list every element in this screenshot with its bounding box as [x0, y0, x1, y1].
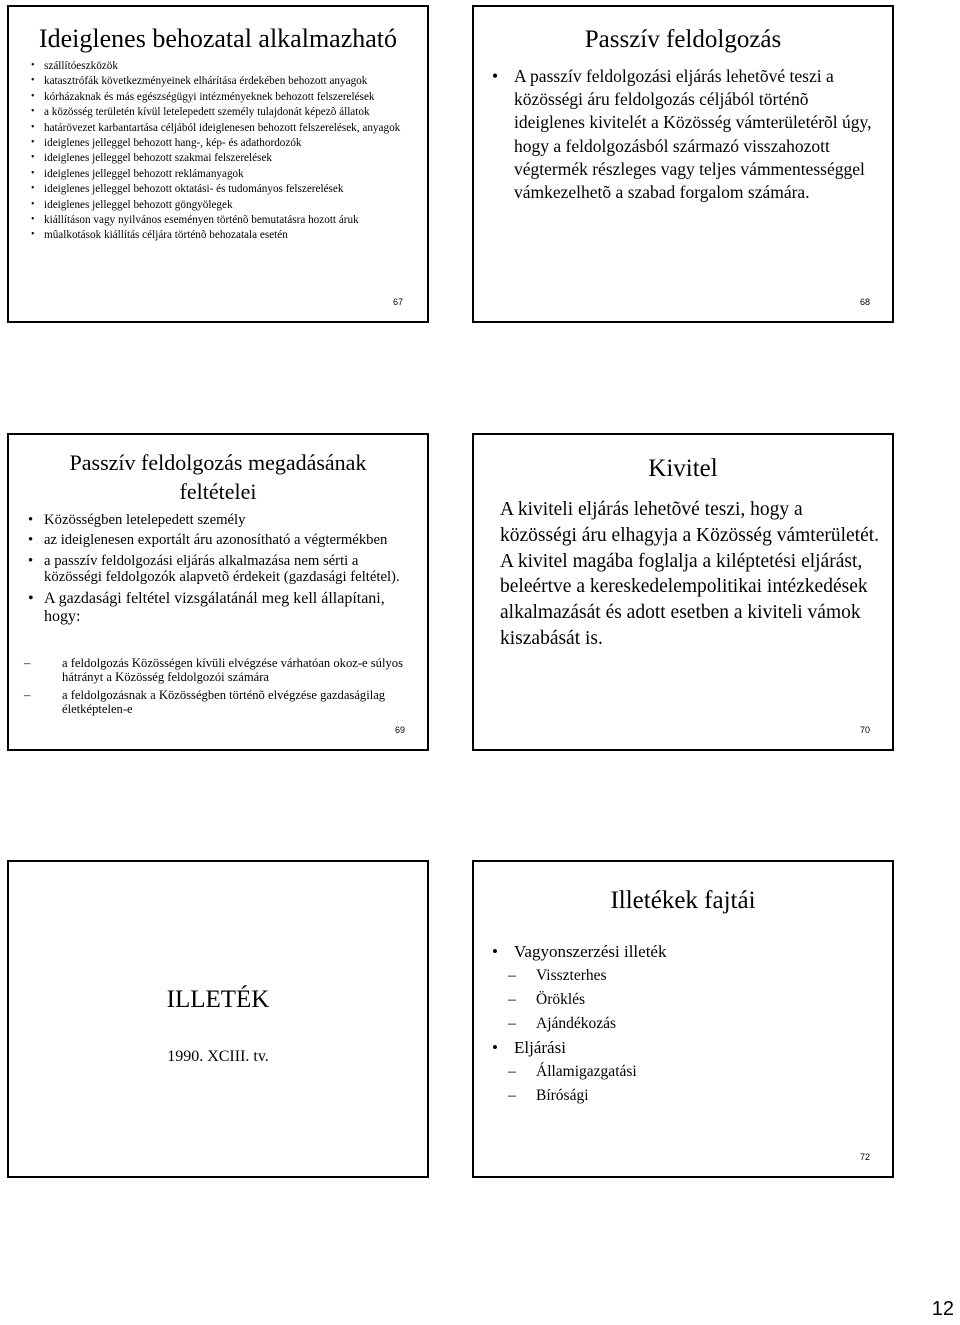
- bullet-list: [514, 940, 666, 1108]
- list-item: • az ideiglenesen exportált áru azonosítható a végtermékben: [44, 532, 416, 548]
- slide-number: 72: [859, 1152, 870, 1162]
- sub-list: [62, 656, 417, 720]
- slide-title: Illetékek fajtái: [610, 887, 756, 914]
- sub-list-item: – Államigazgatási: [534, 1060, 666, 1084]
- list-item: • mûalkotások kiállítás céljára történõ behozatala esetén: [44, 229, 412, 242]
- slide-title: Passzív feldolgozás: [584, 26, 782, 53]
- bullet-list: [44, 60, 412, 245]
- body-text: • A passzív feldolgozási eljárás lehetõvé teszi a közösségi áru feldolgozás céljából történõ ideiglenes kivitelét a Közösség vámterületérõl úgy, hogy a feldolgozásból származó visszahozott végtermék részleges vagy teljes vámmentességgel vámkezelhetõ a szabad forgalom számára.: [514, 65, 874, 204]
- sub-list-item: – a feldolgozás Közösségen kívüli elvégzése várhatóan okoz-e súlyos hátrányt a Közösség feldolgozói számára: [62, 656, 417, 685]
- slide-title: Kivitel: [648, 455, 718, 482]
- slide-title: ILLETÉK: [166, 986, 270, 1013]
- slide-number: 68: [859, 297, 870, 307]
- slide-69: [7, 433, 429, 751]
- slide-body: [514, 65, 874, 204]
- list-item-label: Vagyonszerzési illeték: [514, 942, 667, 961]
- sub-list-item: – Öröklés: [534, 988, 666, 1012]
- list-item: • ideiglenes jelleggel behozott göngyölegek: [44, 199, 412, 212]
- list-item: • katasztrófák következményeinek elhárítása érdekében behozott anyagok: [44, 75, 412, 88]
- list-item: • kórházaknak és más egészségügyi intézményeknek behozott felszerelések: [44, 91, 412, 104]
- list-item: • ideiglenes jelleggel behozott oktatási- és tudományos felszerelések: [44, 183, 412, 196]
- bullet-list: [44, 512, 416, 630]
- slide-subtitle: 1990. XCIII. tv.: [167, 1048, 269, 1065]
- sub-list-item: – Bírósági: [534, 1084, 666, 1108]
- slide-title: Ideiglenes behozatal alkalmazható: [38, 24, 398, 53]
- slide-68: [472, 5, 894, 323]
- list-item: • határövezet karbantartása céljából ideiglenesen behozott felszerelések, anyagok: [44, 122, 412, 135]
- slide-71: [7, 860, 429, 1178]
- list-item-label: Eljárási: [514, 1038, 566, 1057]
- list-item: [514, 940, 666, 1036]
- slide-72: [472, 860, 894, 1178]
- list-item: • ideiglenes jelleggel behozott reklámanyagok: [44, 168, 412, 181]
- sub-list: [534, 964, 666, 1036]
- list-item: [514, 1036, 666, 1108]
- slide-number: 69: [394, 725, 405, 735]
- sub-list-item: – a feldolgozásnak a Közösségben történõ elvégzése gazdaságilag életképtelen-e: [62, 688, 417, 717]
- sub-list-item: – Visszterhes: [534, 964, 666, 988]
- title-line: feltételei: [179, 479, 257, 504]
- list-item: • a passzív feldolgozási eljárás alkalmazása nem sérti a közösségi feldolgozók alapvetõ érdekeit (gazdasági feltétel).: [44, 553, 416, 586]
- page-number: 12: [931, 1298, 954, 1320]
- list-item: • ideiglenes jelleggel behozott szakmai felszerelések: [44, 152, 412, 165]
- title-line: Passzív feldolgozás megadásának: [69, 450, 367, 475]
- slide-67: [7, 5, 429, 323]
- list-item: • a közösség területén kívül letelepedett személy tulajdonát képezõ állatok: [44, 106, 412, 119]
- body-text: A kiviteli eljárás lehetõvé teszi, hogy a közösségi áru elhagyja a Közösség vámterületét. A kivitel magába foglalja a kiléptetési eljárást, beleértve a kereskedelempolitikai intézkedések alkalmazását és adott esetben a kiviteli vámok kiszabását is.: [500, 499, 880, 649]
- list-item: • kiállításon vagy nyilvános eseményen történõ bemutatásra hozott áruk: [44, 214, 412, 227]
- slide-title: [9, 448, 427, 506]
- sub-list-item: – Ajándékozás: [534, 1012, 666, 1036]
- list-item: • A gazdasági feltétel vizsgálatánál meg kell állapítani, hogy:: [44, 590, 416, 626]
- list-item: • szállítóeszközök: [44, 60, 412, 73]
- slide-number: 67: [392, 297, 403, 307]
- slide-number: 70: [859, 725, 870, 735]
- list-item: • ideiglenes jelleggel behozott hang-, kép- és adathordozók: [44, 137, 412, 150]
- sub-list: [534, 1060, 666, 1108]
- list-item: • Közösségben letelepedett személy: [44, 512, 416, 528]
- slide-70: [472, 433, 894, 751]
